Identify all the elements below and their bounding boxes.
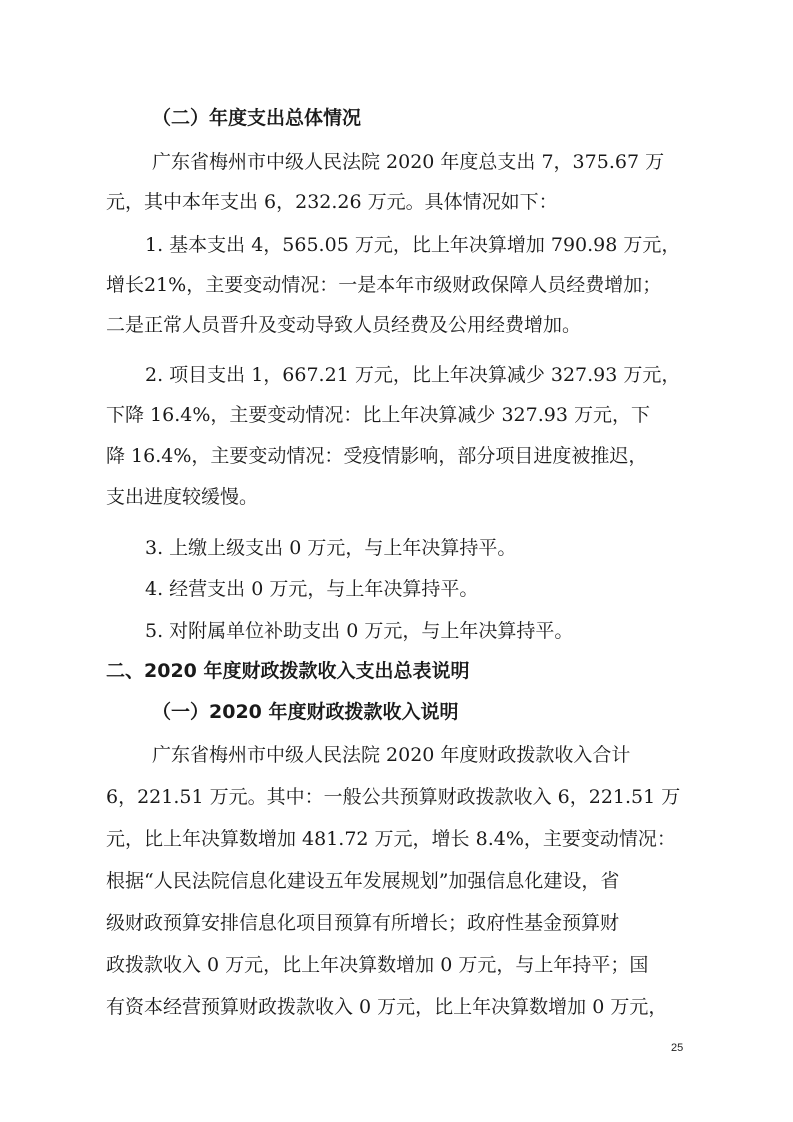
paragraph-line: 有资本经营预算财政拨款收入 0 万元，比上年决算数增加 0 万元， <box>106 996 668 1018</box>
paragraph-line: 广东省梅州市中级人民法院 2020 年度总支出 7，375.67 万 <box>152 151 665 173</box>
paragraph-line: 3. 上缴上级支出 0 万元，与上年决算持平。 <box>145 537 517 559</box>
paragraph-line: 增长21%，主要变动情况：一是本年市级财政保障人员经费增加； <box>106 274 662 296</box>
paragraph-line: 级财政预算安排信息化项目预算有所增长；政府性基金预算财 <box>106 912 620 934</box>
paragraph-line: 支出进度较缓慢。 <box>106 486 259 508</box>
section-heading-fiscal-appropriation: 二、2020 年度财政拨款收入支出总表说明 <box>106 660 470 682</box>
paragraph-line: 2. 项目支出 1，667.21 万元，比上年决算减少 327.93 万元， <box>145 364 681 386</box>
page-number: 25 <box>671 1042 684 1054</box>
paragraph-line: 广东省梅州市中级人民法院 2020 年度财政拨款收入合计 <box>152 744 631 766</box>
paragraph-line: 降 16.4%，主要变动情况：受疫情影响，部分项目进度被推迟， <box>106 445 648 467</box>
paragraph-line: 4. 经营支出 0 万元，与上年决算持平。 <box>145 578 479 600</box>
paragraph-line: 下降 16.4%，主要变动情况：比上年决算减少 327.93 万元，下 <box>106 404 650 426</box>
subsection-heading-fiscal-income: （一）2020 年度财政拨款收入说明 <box>152 701 459 723</box>
paragraph-line: 政拨款收入 0 万元，比上年决算数增加 0 万元，与上年持平；国 <box>106 954 649 976</box>
paragraph-line: 元，其中本年支出 6，232.26 万元。具体情况如下： <box>106 191 558 213</box>
paragraph-line: 5. 对附属单位补助支出 0 万元，与上年决算持平。 <box>145 620 574 642</box>
paragraph-line: 二是正常人员晋升及变动导致人员经费及公用经费增加。 <box>106 314 582 336</box>
paragraph-line: 6，221.51 万元。其中：一般公共预算财政拨款收入 6，221.51 万 <box>106 786 681 808</box>
paragraph-line: 根据“人民法院信息化建设五年发展规划”加强信息化建设，省 <box>106 870 620 892</box>
paragraph-line: 1. 基本支出 4，565.05 万元，比上年决算增加 790.98 万元， <box>145 234 681 256</box>
paragraph-line: 元，比上年决算数增加 481.72 万元，增长 8.4%，主要变动情况： <box>106 828 676 850</box>
section-heading-expenditure-overview: （二）年度支出总体情况 <box>152 107 362 129</box>
